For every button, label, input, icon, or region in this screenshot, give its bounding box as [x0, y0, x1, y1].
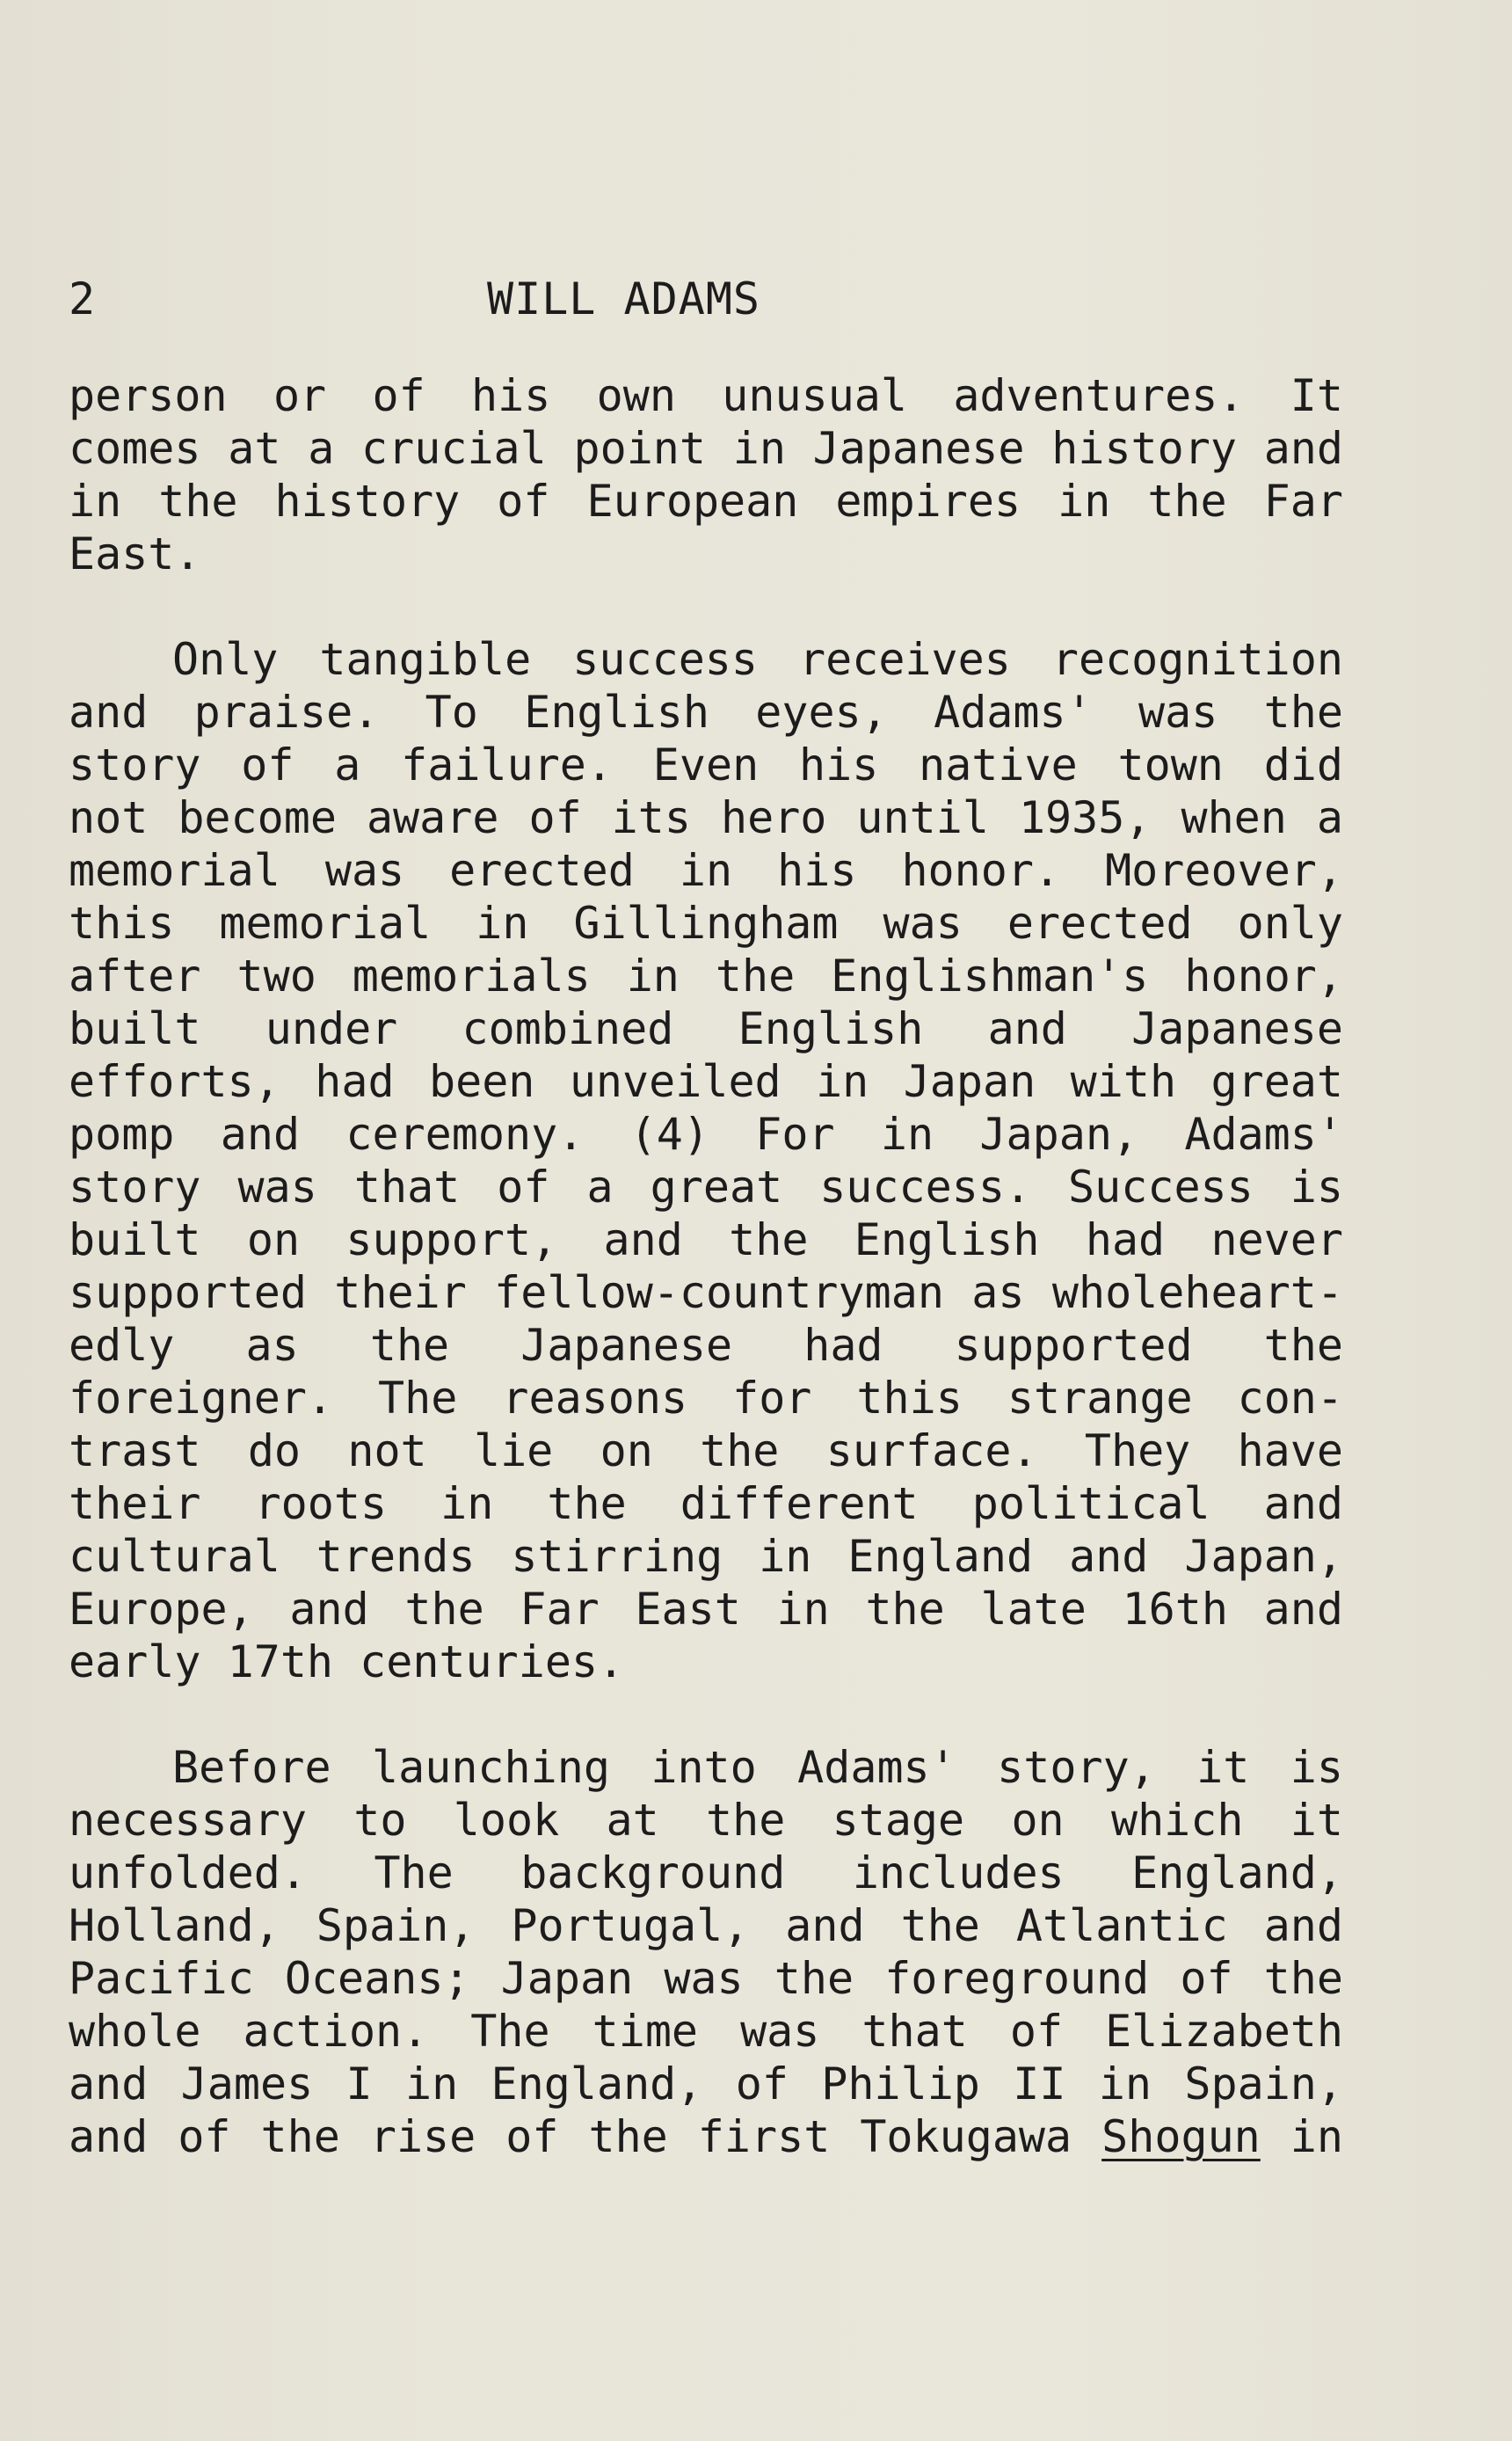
text-line: this memorial in Gillingham was erected only — [69, 898, 1343, 949]
text-line: whole action. The time was that of Elizabeth — [69, 2006, 1343, 2057]
text-fragment: and of the rise of the first Tokugawa — [69, 2111, 1102, 2162]
text-line: pomp and ceremony. (4) For in Japan, Adams' — [69, 1109, 1343, 1160]
text-line-final — [69, 2110, 1343, 2163]
body-text — [69, 369, 1343, 2216]
text-line: story was that of a great success. Success is — [69, 1162, 1343, 1213]
paragraph-2 — [69, 633, 1343, 1688]
text-line: Only tangible success receives recognition — [172, 634, 1343, 685]
text-line: Europe, and the Far East in the late 16th and — [69, 1584, 1343, 1635]
text-line: foreigner. The reasons for this strange con- — [69, 1373, 1343, 1424]
text-line: in the history of European empires in the Far — [69, 476, 1343, 527]
text-line: comes at a crucial point in Japanese history and — [69, 423, 1343, 474]
text-line: necessary to look at the stage on which it — [69, 1795, 1343, 1846]
text-line: unfolded. The background includes England, — [69, 1847, 1343, 1898]
paragraph-1 — [69, 369, 1343, 580]
text-line: their roots in the different political and — [69, 1478, 1343, 1529]
text-line: trast do not lie on the surface. They have — [69, 1425, 1343, 1476]
text-line: after two memorials in the Englishman's honor, — [69, 951, 1343, 1002]
page-number: 2 — [69, 273, 96, 324]
paragraph-3 — [69, 1741, 1343, 2163]
text-line: memorial was erected in his honor. Moreover, — [69, 845, 1343, 896]
underlined-term: Shogun — [1101, 2111, 1261, 2162]
text-line: story of a failure. Even his native town did — [69, 740, 1343, 791]
text-line: East. — [69, 528, 201, 579]
running-title: WILL ADAMS — [487, 273, 761, 324]
text-line: person or of his own unusual adventures. It — [69, 370, 1343, 421]
text-line: efforts, had been unveiled in Japan with great — [69, 1056, 1343, 1107]
text-line: edly as the Japanese had supported the — [69, 1320, 1343, 1371]
text-line: built on support, and the English had never — [69, 1214, 1343, 1265]
text-line: supported their fellow-countryman as wholeheart- — [69, 1267, 1343, 1318]
text-line: not become aware of its hero until 1935, when a — [69, 792, 1343, 843]
text-line: and James I in England, of Philip II in Spain, — [69, 2058, 1343, 2109]
text-line: Holland, Spain, Portugal, and the Atlantic and — [69, 1900, 1343, 1951]
text-line: Pacific Oceans; Japan was the foreground of the — [69, 1953, 1343, 2004]
text-line: cultural trends stirring in England and Japan, — [69, 1531, 1343, 1582]
text-line: and praise. To English eyes, Adams' was the — [69, 687, 1343, 738]
text-line: built under combined English and Japanese — [69, 1003, 1343, 1054]
text-line: early 17th centuries. — [69, 1636, 625, 1687]
text-fragment: in — [1260, 2111, 1343, 2162]
page-header — [69, 264, 1343, 334]
text-line: Before launching into Adams' story, it is — [172, 1742, 1343, 1793]
